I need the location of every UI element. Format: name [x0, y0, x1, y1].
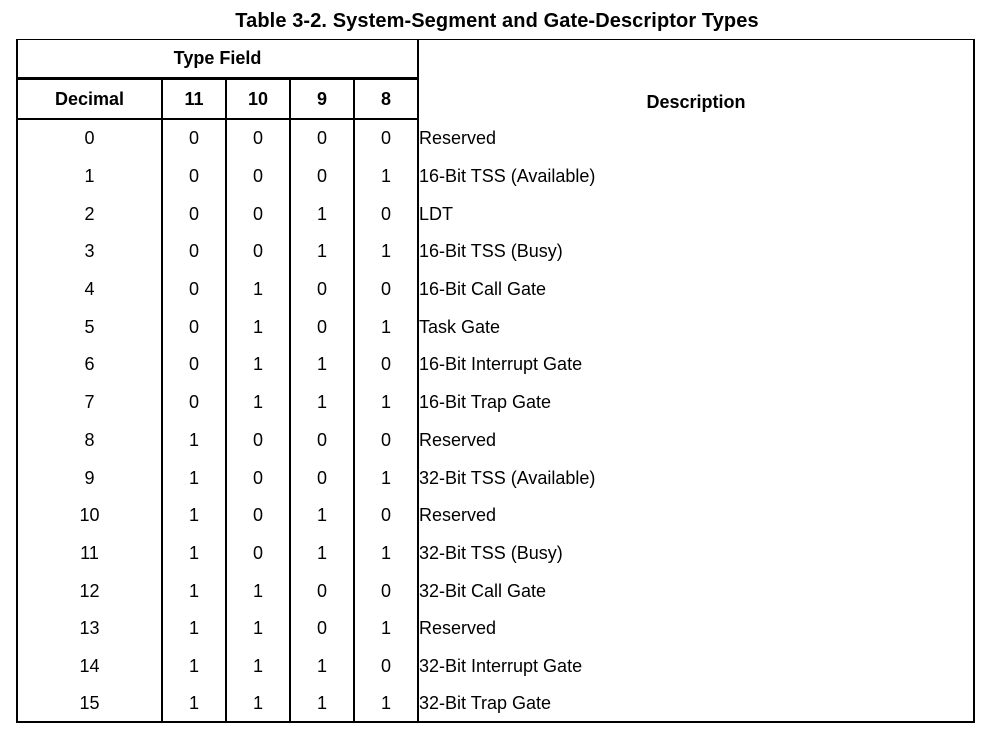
bit9-cell: 0 [290, 308, 354, 346]
bit9-header: 9 [290, 79, 354, 120]
bit11-cell: 0 [162, 195, 226, 233]
bit9-cell: 0 [290, 119, 354, 158]
description-cell: Reserved [418, 422, 974, 460]
bit11-cell: 1 [162, 422, 226, 460]
bit10-cell: 1 [226, 271, 290, 309]
bit9-cell: 0 [290, 610, 354, 648]
bit11-cell: 0 [162, 271, 226, 309]
description-cell: 16-Bit TSS (Busy) [418, 233, 974, 271]
description-cell: LDT [418, 195, 974, 233]
description-cell: 32-Bit Interrupt Gate [418, 648, 974, 686]
bit8-cell: 1 [354, 233, 418, 271]
bit10-cell: 0 [226, 422, 290, 460]
bit10-cell: 0 [226, 195, 290, 233]
bit10-cell: 1 [226, 648, 290, 686]
bit10-cell: 0 [226, 119, 290, 158]
table-caption: Table 3-2. System-Segment and Gate-Descriptor Types [235, 10, 759, 32]
bit10-cell: 1 [226, 572, 290, 610]
table-row [17, 308, 974, 346]
descriptor-types-table [16, 39, 975, 723]
bit9-cell: 1 [290, 685, 354, 722]
bit10-cell: 0 [226, 459, 290, 497]
bit8-cell: 1 [354, 308, 418, 346]
bit10-cell: 1 [226, 384, 290, 422]
bit11-cell: 0 [162, 158, 226, 196]
table-row [17, 610, 974, 648]
decimal-cell: 6 [17, 346, 162, 384]
bit10-header: 10 [226, 79, 290, 120]
bit9-cell: 1 [290, 648, 354, 686]
table-row [17, 685, 974, 722]
decimal-cell: 13 [17, 610, 162, 648]
table-row [17, 119, 974, 158]
description-cell: Reserved [418, 610, 974, 648]
decimal-cell: 9 [17, 459, 162, 497]
description-cell: 32-Bit TSS (Busy) [418, 535, 974, 573]
table-row [17, 384, 974, 422]
bit11-header: 11 [162, 79, 226, 120]
bit10-cell: 0 [226, 158, 290, 196]
bit8-cell: 0 [354, 346, 418, 384]
table-row [17, 497, 974, 535]
decimal-cell: 1 [17, 158, 162, 196]
decimal-cell: 14 [17, 648, 162, 686]
description-cell: 32-Bit TSS (Available) [418, 459, 974, 497]
table-row [17, 572, 974, 610]
bit8-cell: 0 [354, 497, 418, 535]
decimal-cell: 7 [17, 384, 162, 422]
bit8-cell: 1 [354, 685, 418, 722]
bit11-cell: 1 [162, 648, 226, 686]
description-cell: 32-Bit Call Gate [418, 572, 974, 610]
bit9-cell: 1 [290, 195, 354, 233]
bit10-cell: 1 [226, 610, 290, 648]
bit8-cell: 0 [354, 572, 418, 610]
bit8-header: 8 [354, 79, 418, 120]
bit8-cell: 0 [354, 195, 418, 233]
table-row [17, 422, 974, 460]
bit9-cell: 1 [290, 233, 354, 271]
decimal-cell: 12 [17, 572, 162, 610]
bit9-cell: 0 [290, 422, 354, 460]
description-cell: 32-Bit Trap Gate [418, 685, 974, 722]
description-header: Description [418, 40, 974, 120]
table-row [17, 195, 974, 233]
table-row [17, 346, 974, 384]
bit11-cell: 1 [162, 535, 226, 573]
table-row [17, 233, 974, 271]
decimal-cell: 2 [17, 195, 162, 233]
table-row [17, 459, 974, 497]
bit11-cell: 0 [162, 384, 226, 422]
bit9-cell: 1 [290, 535, 354, 573]
bit10-cell: 0 [226, 233, 290, 271]
decimal-cell: 0 [17, 119, 162, 158]
bit11-cell: 1 [162, 685, 226, 722]
bit11-cell: 1 [162, 459, 226, 497]
bit10-cell: 1 [226, 685, 290, 722]
decimal-cell: 5 [17, 308, 162, 346]
bit10-cell: 1 [226, 308, 290, 346]
table-row [17, 535, 974, 573]
bit8-cell: 1 [354, 459, 418, 497]
bit8-cell: 0 [354, 271, 418, 309]
bit8-cell: 0 [354, 648, 418, 686]
table-row [17, 648, 974, 686]
description-cell: 16-Bit Interrupt Gate [418, 346, 974, 384]
description-cell: Reserved [418, 497, 974, 535]
bit11-cell: 1 [162, 497, 226, 535]
decimal-cell: 8 [17, 422, 162, 460]
bit10-cell: 0 [226, 535, 290, 573]
bit11-cell: 0 [162, 119, 226, 158]
decimal-cell: 3 [17, 233, 162, 271]
description-cell: 16-Bit Trap Gate [418, 384, 974, 422]
bit8-cell: 1 [354, 158, 418, 196]
bit11-cell: 0 [162, 308, 226, 346]
bit8-cell: 0 [354, 422, 418, 460]
decimal-cell: 10 [17, 497, 162, 535]
decimal-header: Decimal [17, 79, 162, 120]
bit8-cell: 0 [354, 119, 418, 158]
table-row [17, 271, 974, 309]
decimal-cell: 4 [17, 271, 162, 309]
bit9-cell: 0 [290, 271, 354, 309]
bit9-cell: 0 [290, 459, 354, 497]
bit11-cell: 1 [162, 610, 226, 648]
bit9-cell: 1 [290, 497, 354, 535]
table-body [17, 119, 974, 722]
bit10-cell: 1 [226, 346, 290, 384]
bit10-cell: 0 [226, 497, 290, 535]
bit9-cell: 0 [290, 158, 354, 196]
description-cell: Reserved [418, 119, 974, 158]
bit11-cell: 0 [162, 233, 226, 271]
bit9-cell: 1 [290, 384, 354, 422]
bit9-cell: 0 [290, 572, 354, 610]
description-cell: 16-Bit TSS (Available) [418, 158, 974, 196]
bit8-cell: 1 [354, 610, 418, 648]
bit8-cell: 1 [354, 384, 418, 422]
bit8-cell: 1 [354, 535, 418, 573]
type-field-header: Type Field [17, 40, 418, 79]
bit11-cell: 0 [162, 346, 226, 384]
decimal-cell: 11 [17, 535, 162, 573]
bit9-cell: 1 [290, 346, 354, 384]
bit11-cell: 1 [162, 572, 226, 610]
description-cell: Task Gate [418, 308, 974, 346]
table-header [17, 40, 974, 120]
description-cell: 16-Bit Call Gate [418, 271, 974, 309]
table-row [17, 158, 974, 196]
decimal-cell: 15 [17, 685, 162, 722]
